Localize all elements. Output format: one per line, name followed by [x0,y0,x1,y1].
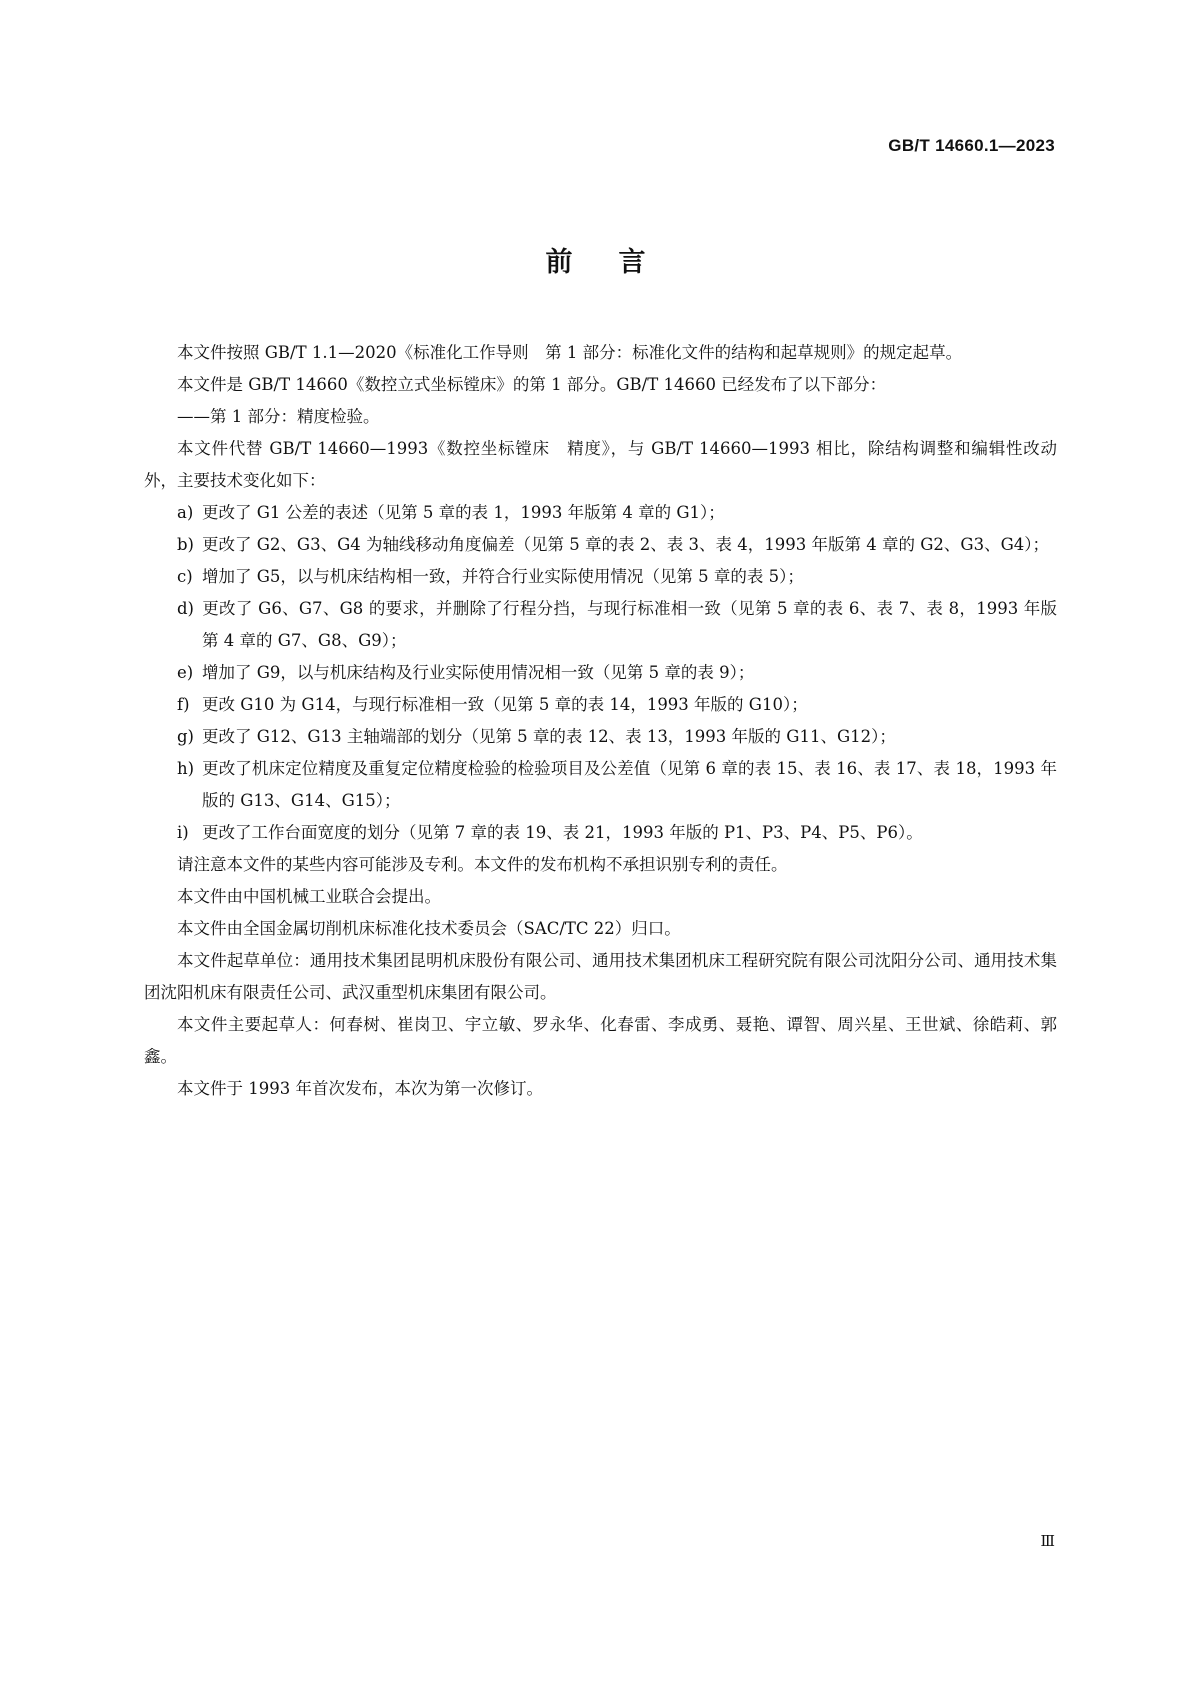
list-item [144,657,1057,689]
list-item [144,593,1057,657]
list-item-text: 更改了 G2、G3、G4 为轴线移动角度偏差（见第 5 章的表 2、表 3、表 4，1993 年版第 4 章的 G2、G3、G4）； [202,535,1049,554]
publication-history-paragraph: 本文件于 1993 年首次发布，本次为第一次修订。 [177,1079,543,1098]
list-item [144,529,1057,561]
list-item [144,561,1057,593]
intro-paragraph-parts: 本文件是 GB/T 14660《数控立式坐标镗床》的第 1 部分。GB/T 14660 已经发布了以下部分： [177,375,887,394]
list-marker: g) [177,727,194,746]
intro-paragraph-replacement: 本文件代替 GB/T 14660—1993《数控坐标镗床 精度》，与 GB/T 14660—1993 相比，除结构调整和编辑性改动外，主要技术变化如下： [144,439,1057,490]
list-item-text: 更改了工作台面宽度的划分（见第 7 章的表 19、表 21，1993 年版的 P1、P3、P4、P5、P6）。 [202,823,923,842]
list-item [144,753,1057,817]
list-item [144,721,1057,753]
list-item-text: 增加了 G9，以与机床结构及行业实际使用情况相一致（见第 5 章的表 9）； [202,663,755,682]
patent-notice-paragraph: 请注意本文件的某些内容可能涉及专利。本文件的发布机构不承担识别专利的责任。 [177,855,788,874]
intro-part-list-item: ——第 1 部分：精度检验。 [177,407,380,426]
list-marker: i) [177,823,189,842]
list-item [144,497,1057,529]
list-item [144,689,1057,721]
page-number: Ⅲ [1040,1532,1055,1550]
page-title: 前言 [545,247,692,278]
list-marker: c) [177,567,193,586]
list-item-text: 更改了 G6、G7、G8 的要求，并删除了行程分挡，与现行标准相一致（见第 5 章的表 6、表 7、表 8，1993 年版第 4 章的 G7、G8、G9）； [202,599,1057,650]
list-item-text: 增加了 G5，以与机床结构相一致，并符合行业实际使用情况（见第 5 章的表 5）； [202,567,804,586]
list-item-text: 更改了 G12、G13 主轴端部的划分（见第 5 章的表 12、表 13，1993 年版的 G11、G12）； [202,727,896,746]
list-marker: d) [177,599,194,618]
list-marker: h) [177,759,195,778]
drafters-paragraph: 本文件主要起草人：何春树、崔岗卫、宇立敏、罗永华、化春雷、李成勇、聂艳、谭智、周兴星、王世斌、徐皓莉、郭鑫。 [144,1015,1057,1066]
list-item [144,817,1057,849]
proposer-paragraph: 本文件由中国机械工业联合会提出。 [177,887,441,906]
list-marker: e) [177,663,194,682]
foreword-body [144,337,1057,1105]
list-item-text: 更改 G10 为 G14，与现行标准相一致（见第 5 章的表 14，1993 年版的 G10）； [202,695,808,714]
list-item-text: 更改了 G1 公差的表述（见第 5 章的表 1，1993 年版第 4 章的 G1）； [202,503,725,522]
list-item-text: 更改了机床定位精度及重复定位精度检验的检验项目及公差值（见第 6 章的表 15、表 16、表 17、表 18，1993 年版的 G13、G14、G15）； [202,759,1057,810]
document-code: GB/T 14660.1—2023 [888,136,1055,155]
list-marker: a) [177,503,194,522]
list-marker: f) [177,695,190,714]
drafting-units-paragraph: 本文件起草单位：通用技术集团昆明机床股份有限公司、通用技术集团机床工程研究院有限公司沈阳分公司、通用技术集团沈阳机床有限责任公司、武汉重型机床集团有限公司。 [144,951,1057,1002]
committee-paragraph: 本文件由全国金属切削机床标准化技术委员会（SAC/TC 22）归口。 [177,919,681,938]
list-marker: b) [177,535,194,554]
changes-list [144,497,1057,849]
intro-paragraph-drafting-rules: 本文件按照 GB/T 1.1—2020《标准化工作导则 第 1 部分：标准化文件的结构和起草规则》的规定起草。 [177,343,963,362]
